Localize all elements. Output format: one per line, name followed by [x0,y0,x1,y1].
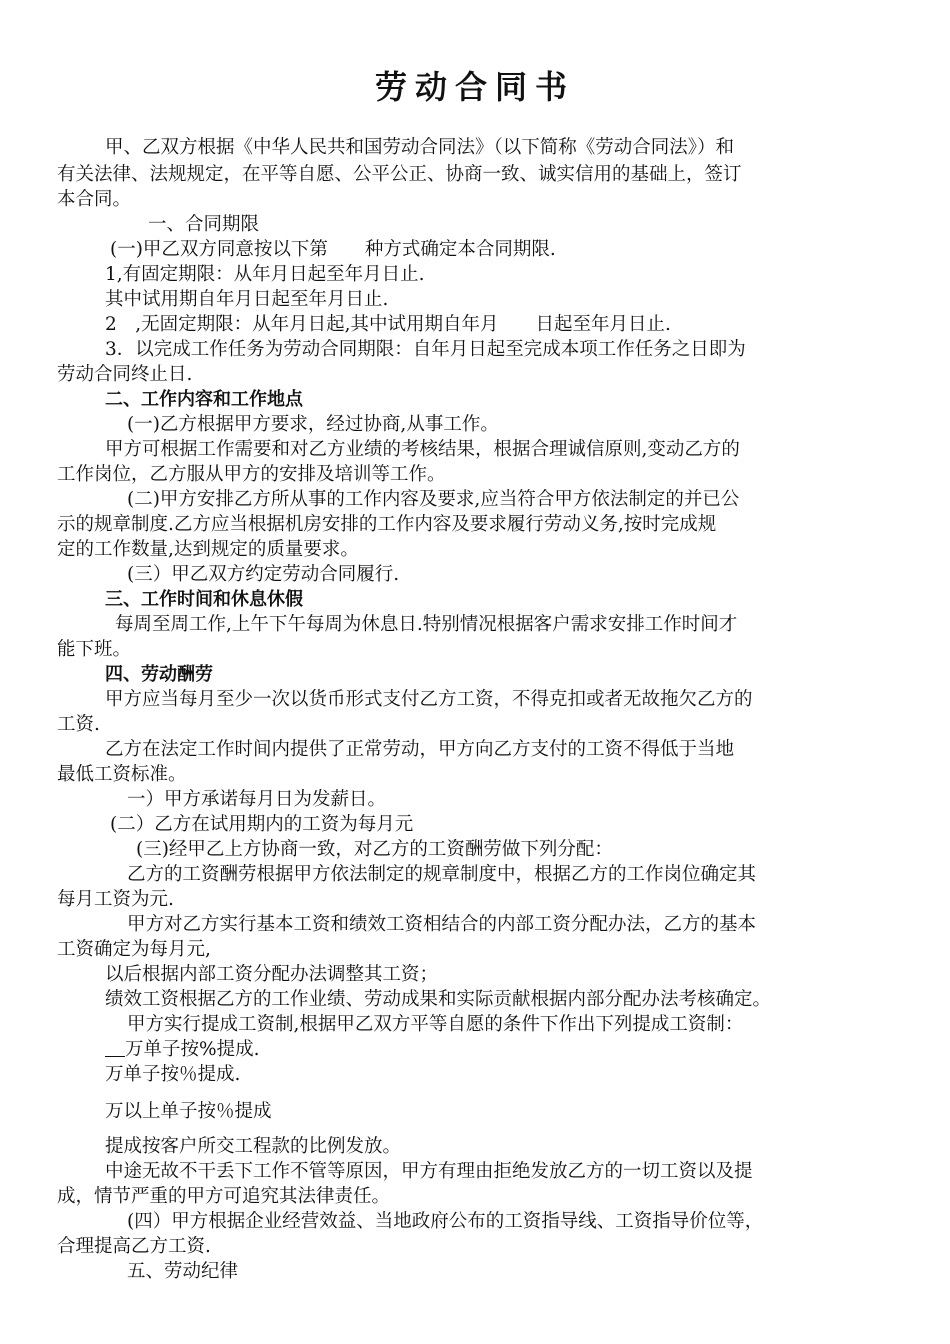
paragraph-line: 甲方对乙方实行基本工资和绩效工资相结合的内部工资分配办法，乙方的基本 [127,914,757,935]
paragraph-line: 工资. [57,714,100,735]
paragraph-line: 定的工作数量,达到规定的质量要求。 [57,539,359,560]
paragraph-line: 甲方可根据工作需要和对乙方业绩的考核结果，根据合理诚信原则,变动乙方的 [105,439,740,460]
paragraph-line: 乙方在法定工作时间内提供了正常劳动，甲方向乙方支付的工资不得低于当地 [105,739,735,760]
commission-text: 万单子按%提成. [125,1039,260,1060]
section-heading: 二、工作内容和工作地点 [105,389,303,410]
paragraph-line: 万以上单子按％提成 [105,1101,272,1122]
paragraph-line: 甲方实行提成工资制,根据甲乙双方平等自愿的条件下作出下列提成工资制： [127,1014,744,1035]
paragraph-line: 示的规章制度.乙方应当根据机房安排的工作内容及要求履行劳动义务,按时完成规 [57,514,717,535]
section-heading: 五、劳动纪律 [127,1261,239,1282]
paragraph-line: 2 ,无固定期限：从年月日起,其中试用期自年月 日起至年月日止. [105,314,671,335]
paragraph-line: 甲、乙双方根据《中华人民共和国劳动合同法》（以下简称《劳动合同法》）和 [105,137,735,158]
paragraph-line: 每月工资为元. [57,889,174,910]
paragraph-line: (三）甲乙双方约定劳动合同履行. [127,564,400,585]
section-heading: 三、工作时间和休息休假 [105,589,303,610]
paragraph-line: 提成按客户所交工程款的比例发放。 [105,1136,402,1157]
section-heading: 一、合同期限 [148,214,260,235]
paragraph-line: (一)甲乙双方同意按以下第 种方式确定本合同期限. [110,239,556,260]
paragraph-line: 以后根据内部工资分配办法调整其工资； [105,964,439,985]
section-heading: 四、劳动酬劳 [105,664,213,685]
paragraph-line: (四）甲方根据企业经营效益、当地政府公布的工资指导线、工资指导价位等， [127,1211,764,1232]
paragraph-line: (二)甲方安排乙方所从事的工作内容及要求,应当符合甲方依法制定的并已公 [127,489,740,510]
paragraph-line: 合理提高乙方工资. [57,1236,211,1257]
paragraph-line: (一)乙方根据甲方要求，经过协商,从事工作。 [127,414,499,435]
document-title: 劳动合同书 [374,68,575,106]
paragraph-line: 本合同。 [57,189,132,210]
paragraph-line: 乙方的工资酬劳根据甲方依法制定的规章制度中，根据乙方的工作岗位确定其 [127,864,757,885]
blank-underline [105,1038,125,1057]
paragraph-line: (二）乙方在试用期内的工资为每月元 [110,814,414,835]
commission-line [105,1038,259,1062]
paragraph-line: 3．以完成工作任务为劳动合同期限：自年月日起至完成本项工作任务之日即为 [105,339,746,360]
paragraph-line: (三)经甲乙上方协商一致，对乙方的工资酬劳做下列分配： [136,839,613,860]
paragraph-line: 中途无故不干丢下工作不管等原因，甲方有理由拒绝发放乙方的一切工资以及提 [105,1161,753,1182]
paragraph-line: 万单子按％提成. [105,1064,241,1085]
paragraph-line: 最低工资标准。 [57,764,187,785]
paragraph-line: 有关法律、法规规定，在平等自愿、公平公正、协商一致、诚实信用的基础上，签订 [57,164,742,185]
paragraph-line: 1,有固定期限：从年月日起至年月日止. [105,264,425,285]
paragraph-line: 其中试用期自年月日起至年月日止. [105,289,389,310]
paragraph-line: 绩效工资根据乙方的工作业绩、劳动成果和实际贡献根据内部分配办法考核确定。 [105,989,772,1010]
paragraph-line: 甲方应当每月至少一次以货币形式支付乙方工资，不得克扣或者无故拖欠乙方的 [105,689,753,710]
paragraph-line: 成，情节严重的甲方可追究其法律责任。 [57,1186,391,1207]
paragraph-line: 每周至周工作,上午下午每周为休息日.特别情况根据客户需求安排工作时间才 [115,614,738,635]
paragraph-line: 工作岗位，乙方服从甲方的安排及培训等工作。 [57,464,446,485]
paragraph-line: 一）甲方承诺每月日为发薪日。 [127,789,387,810]
paragraph-line: 工资确定为每月元, [57,939,211,960]
paragraph-line: 能下班。 [57,639,132,660]
paragraph-line: 劳动合同终止日. [57,364,193,385]
